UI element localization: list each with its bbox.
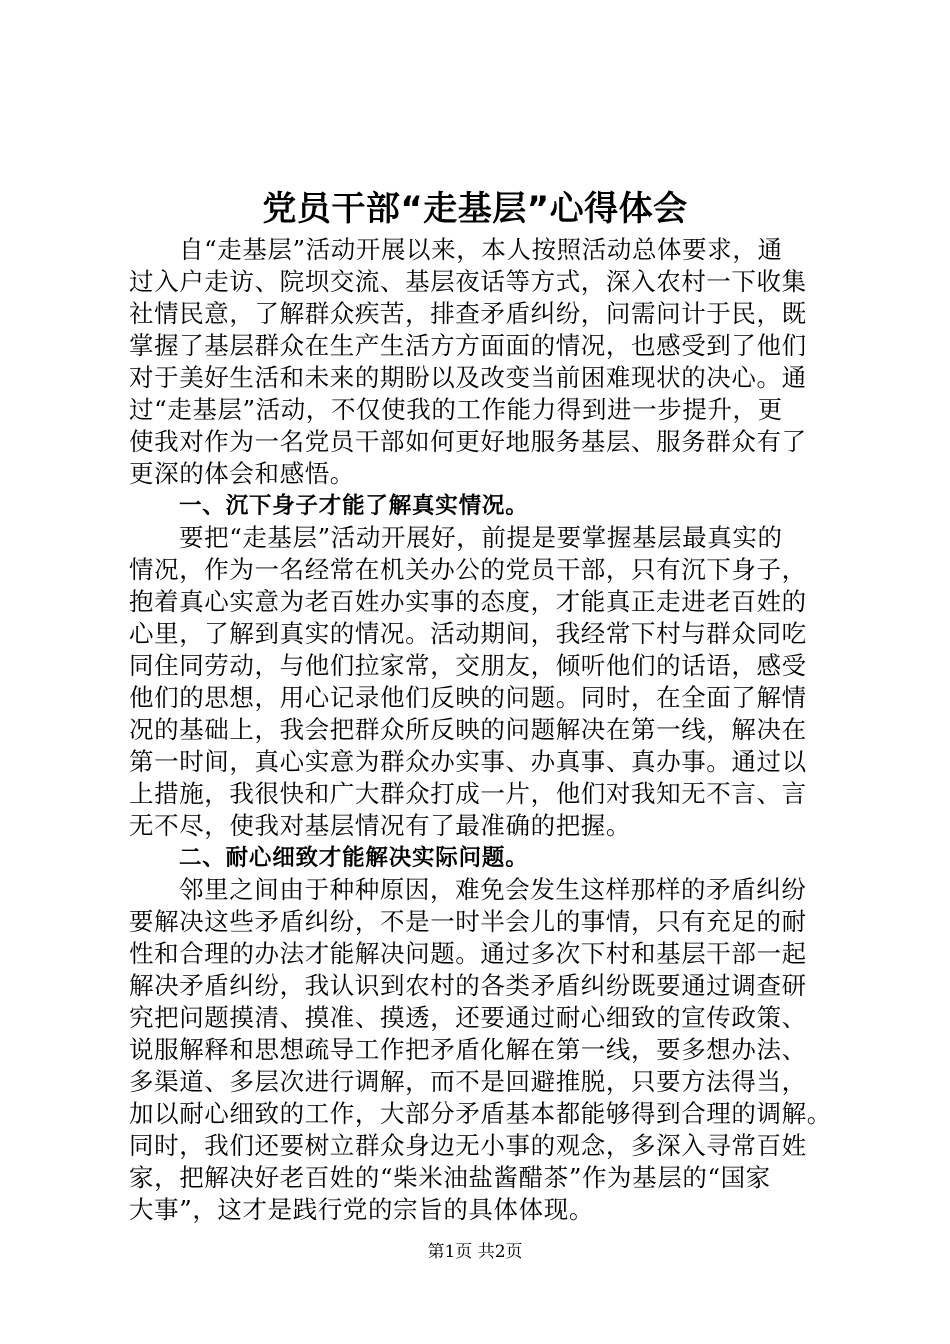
text-line: 多渠道、多层次进行调解，而不是回避推脱，只要方法得当， [129, 1067, 807, 1096]
text-line: 要把“走基层”活动开展好，前提是要掌握基层最真实的 [179, 523, 783, 552]
text-line: 大事”，这才是践行党的宗旨的具体体现。 [129, 1195, 594, 1224]
text-line: 性和合理的办法才能解决问题。通过多次下村和基层干部一起 [129, 939, 807, 968]
text-line: 说服解释和思想疏导工作把矛盾化解在第一线，要多想办法、 [129, 1035, 807, 1064]
text-line: 家，把解决好老百姓的“柴米油盐酱醋茶”作为基层的“国家 [129, 1163, 771, 1192]
text-line: 解决矛盾纠纷，我认识到农村的各类矛盾纠纷既要通过调查研 [129, 971, 807, 1000]
text-line: 情况，作为一名经常在机关办公的党员干部，只有沉下身子， [129, 555, 807, 584]
section-heading: 二、耐心细致才能解决实际问题。 [179, 845, 529, 871]
text-line: 社情民意，了解群众疾苦，排查矛盾纠纷，问需问计于民，既 [129, 299, 807, 328]
text-line: 掌握了基层群众在生产生活方方面面的情况，也感受到了他们 [129, 331, 807, 360]
text-line: 要解决这些矛盾纠纷，不是一时半会儿的事情，只有充足的耐 [129, 907, 807, 936]
text-line: 使我对作为一名党员干部如何更好地服务基层、服务群众有了 [129, 427, 807, 456]
text-line: 邻里之间由于种种原因，难免会发生这样那样的矛盾纠纷 [179, 875, 807, 904]
section-heading: 一、沉下身子才能了解真实情况。 [179, 493, 529, 519]
text-line: 他们的思想，用心记录他们反映的问题。同时，在全面了解情 [129, 683, 807, 712]
text-line: 对于美好生活和未来的期盼以及改变当前困难现状的决心。通 [129, 363, 807, 392]
text-line: 过入户走访、院坝交流、基层夜话等方式，深入农村一下收集 [129, 267, 807, 296]
text-line: 同住同劳动，与他们拉家常，交朋友，倾听他们的话语，感受 [129, 651, 807, 680]
page-footer: 第1页 共2页 [427, 1242, 523, 1262]
text-line: 况的基础上，我会把群众所反映的问题解决在第一线，解决在 [129, 715, 807, 744]
document-body [129, 234, 839, 1226]
text-line: 加以耐心细致的工作，大部分矛盾基本都能够得到合理的调解。 [129, 1099, 832, 1128]
text-line: 上措施，我很快和广大群众打成一片，他们对我知无不言、言 [129, 779, 807, 808]
document-title: 党员干部“走基层”心得体会 [262, 189, 688, 229]
text-line: 无不尽，使我对基层情况有了最准确的把握。 [129, 811, 631, 840]
text-line: 自“走基层”活动开展以来，本人按照活动总体要求，通 [179, 235, 783, 264]
text-line: 抱着真心实意为老百姓办实事的态度，才能真正走进老百姓的 [129, 587, 807, 616]
text-line: 第一时间，真心实意为群众办实事、办真事、真办事。通过以 [129, 747, 807, 776]
text-line: 心里，了解到真实的情况。活动期间，我经常下村与群众同吃 [129, 619, 807, 648]
text-line: 同时，我们还要树立群众身边无小事的观念，多深入寻常百姓 [129, 1131, 807, 1160]
text-line: 过“走基层”活动，不仅使我的工作能力得到进一步提升，更 [129, 395, 783, 424]
text-line: 更深的体会和感悟。 [129, 459, 355, 488]
text-line: 究把问题摸清、摸准、摸透，还要通过耐心细致的宣传政策、 [129, 1003, 807, 1032]
